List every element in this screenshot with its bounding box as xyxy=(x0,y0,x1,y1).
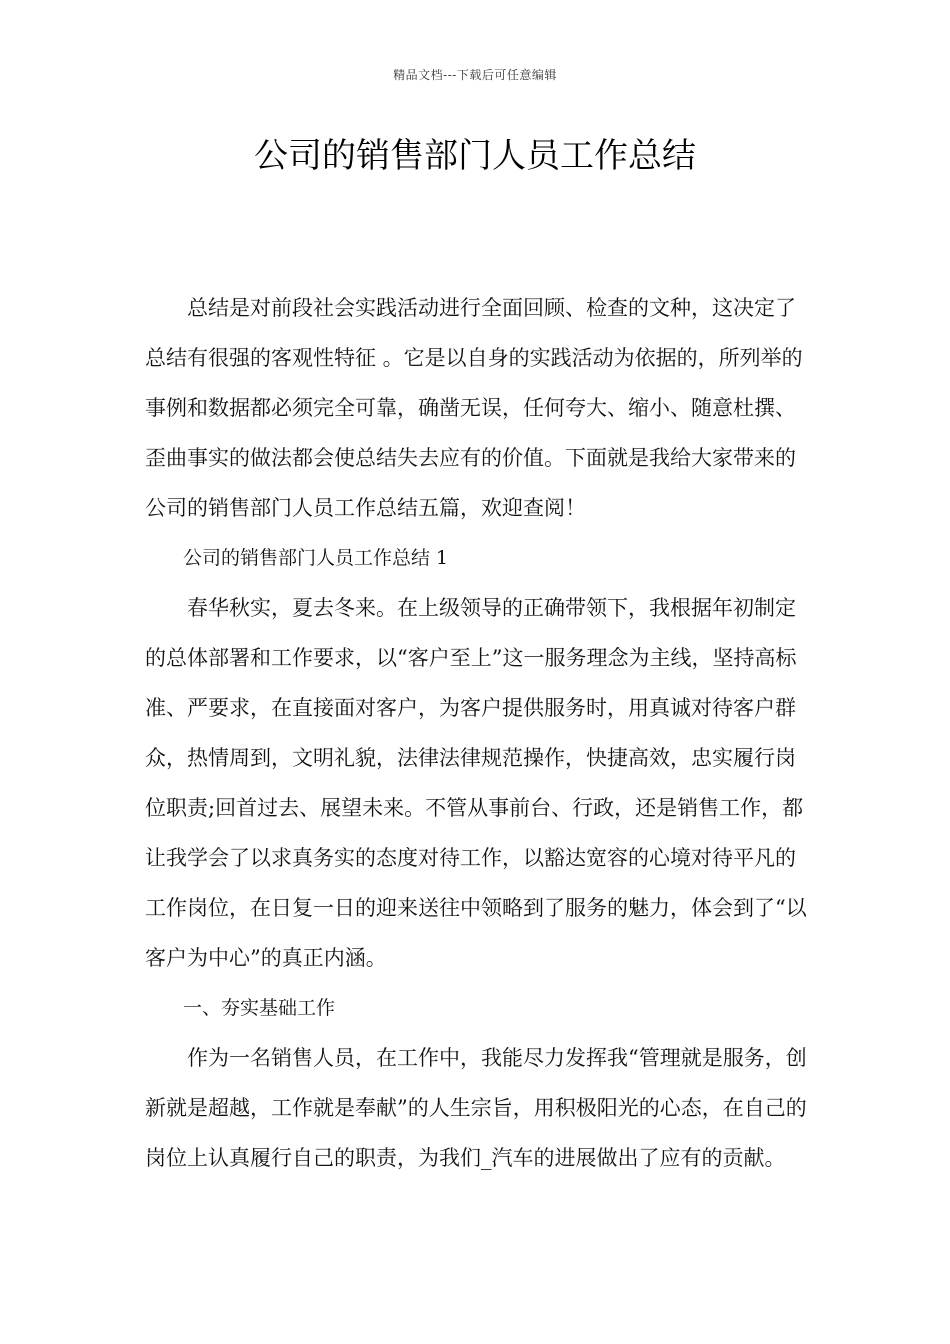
paragraph-spring-autumn: 春华秋实，夏去冬来。在上级领导的正确带领下，我根据年初制定的总体部署和工作要求，以“客户至上”这一服务理念为主线，坚持高标准、严要求，在直接面对客户，为客户提供服务时，用真诚对待客户群众，热情周到，文明礼貌，法律法律规范操作，快捷高效，忠实履行岗位职责;回首过去、展望未来。不管从事前台、行政，还是销售工作，都让我学会了以求真务实的态度对待工作，以豁达宽容的心境对待平凡的工作岗位，在日复一日的迎来送往中领略到了服务的魅力，体会到了“以客户为中心”的真正内涵。 xyxy=(145,596,807,970)
header-note: 精品文档---下载后可任意编辑 xyxy=(393,68,557,82)
document-body xyxy=(145,283,810,1183)
subsection-heading-1: 一、夯实基础工作 xyxy=(183,997,336,1019)
section-heading-1: 公司的销售部门人员工作总结 1 xyxy=(183,547,449,569)
paragraph-salesperson: 作为一名销售人员，在工作中，我能尽力发挥我“管理就是服务，创新就是超越，工作就是奉献”的人生宗旨，用积极阳光的心态，在自己的岗位上认真履行自己的职责，为我们_汽车的进展做出了应有的贡献。 xyxy=(145,1046,807,1170)
document-title: 公司的销售部门人员工作总结 xyxy=(254,136,696,176)
intro-paragraph: 总结是对前段社会实践活动进行全面回顾、检查的文种，这决定了总结有很强的客观性特征 。它是以自身的实践活动为依据的，所列举的事例和数据都必须完全可靠，确凿无误，任何夸大、缩小、随意杜撰、歪曲事实的做法都会使总结失去应有的价值。下面就是我给大家带来的公司的销售部门人员工作总结五篇，欢迎查阅！ xyxy=(145,296,803,520)
